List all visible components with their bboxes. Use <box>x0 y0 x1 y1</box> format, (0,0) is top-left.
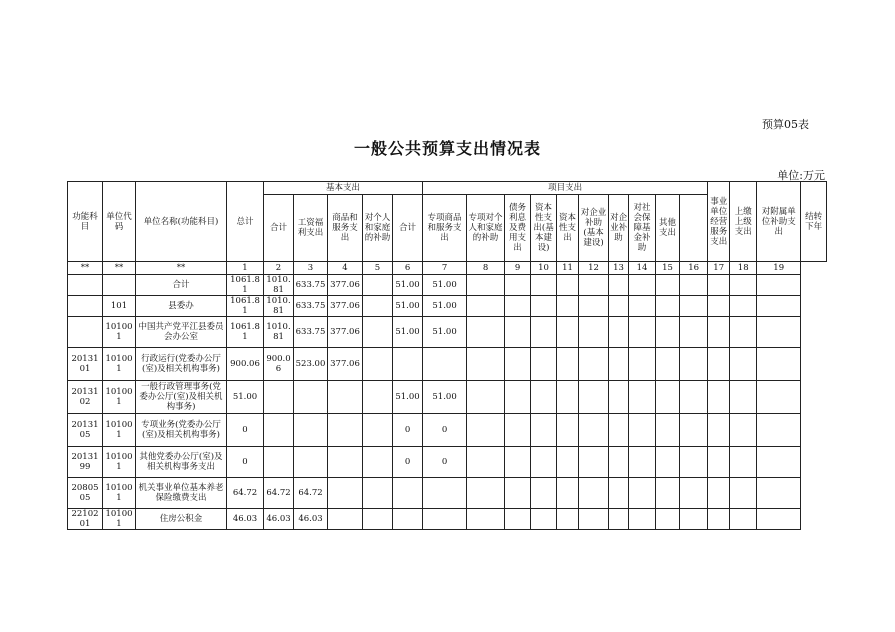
empty-cell <box>505 509 531 530</box>
wage-cell <box>294 414 328 447</box>
empty-cell <box>505 447 531 478</box>
empty-cell <box>757 478 801 509</box>
empty-cell <box>609 317 629 348</box>
header-capital-base: 资本性支出(基本建设) <box>531 195 557 262</box>
personal-cell <box>363 381 393 414</box>
empty-cell <box>557 509 579 530</box>
func-code-cell <box>68 317 103 348</box>
wage-cell: 46.03 <box>294 509 328 530</box>
empty-cell <box>467 381 505 414</box>
empty-cell <box>757 381 801 414</box>
func-code-cell: 2013105 <box>68 414 103 447</box>
unit-name-cell: 机关事业单位基本养老保险缴费支出 <box>136 478 227 509</box>
proj-sum-cell: 51.00 <box>393 275 423 296</box>
empty-cell <box>579 275 609 296</box>
empty-cell <box>609 275 629 296</box>
table-row <box>68 381 827 414</box>
header-unit-code: 单位代码 <box>103 182 136 262</box>
index-cell: 6 <box>393 262 423 275</box>
empty-cell <box>757 348 801 381</box>
header-spec-personal: 专项对个人和家庭的补助 <box>467 195 505 262</box>
unit-code-cell: 101001 <box>103 381 136 414</box>
empty-cell <box>680 414 708 447</box>
index-cell: ** <box>103 262 136 275</box>
empty-cell <box>730 478 757 509</box>
empty-cell <box>656 509 680 530</box>
unit-name-cell: 一般行政管理事务(党委办公厅(室)及相关机构事务) <box>136 381 227 414</box>
empty-cell <box>609 447 629 478</box>
header-goods: 商品和服务支出 <box>328 195 363 262</box>
empty-cell <box>505 381 531 414</box>
personal-cell <box>363 317 393 348</box>
budget-table <box>67 181 827 530</box>
empty-cell <box>557 478 579 509</box>
index-cell: 16 <box>680 262 708 275</box>
empty-cell <box>629 296 656 317</box>
header-other: 其他支出 <box>656 195 680 262</box>
unit-code-cell: 101001 <box>103 509 136 530</box>
unit-name-cell: 其他党委办公厅(室)及相关机构事务支出 <box>136 447 227 478</box>
unit-code-cell: 101001 <box>103 348 136 381</box>
func-code-cell: 2013102 <box>68 381 103 414</box>
empty-cell <box>708 509 730 530</box>
proj-sum-cell: 0 <box>393 447 423 478</box>
personal-cell <box>363 414 393 447</box>
spec-goods-cell <box>423 348 467 381</box>
func-code-cell <box>68 296 103 317</box>
header-unit-name: 单位名称(功能科目) <box>136 182 227 262</box>
empty-cell <box>680 296 708 317</box>
basic-sum-cell: 46.03 <box>264 509 294 530</box>
empty-cell <box>557 414 579 447</box>
goods-cell: 377.06 <box>328 296 363 317</box>
index-cell: 1 <box>227 262 264 275</box>
unit-code-cell: 101001 <box>103 414 136 447</box>
total-cell: 1061.81 <box>227 296 264 317</box>
goods-cell: 377.06 <box>328 317 363 348</box>
empty-cell <box>531 317 557 348</box>
empty-cell <box>609 478 629 509</box>
empty-cell <box>505 296 531 317</box>
empty-cell <box>531 478 557 509</box>
proj-sum-cell <box>393 509 423 530</box>
basic-sum-cell <box>264 414 294 447</box>
empty-cell <box>557 275 579 296</box>
basic-sum-cell: 1010.81 <box>264 317 294 348</box>
table-row <box>68 275 827 296</box>
total-cell: 1061.81 <box>227 275 264 296</box>
index-cell: 18 <box>730 262 757 275</box>
goods-cell: 377.06 <box>328 348 363 381</box>
goods-cell <box>328 414 363 447</box>
personal-cell <box>363 296 393 317</box>
index-cell: 7 <box>423 262 467 275</box>
empty-cell <box>730 275 757 296</box>
empty-cell <box>680 447 708 478</box>
unit-code-cell: 101001 <box>103 317 136 348</box>
header-social: 对社会保障基金补助 <box>629 195 656 262</box>
spec-goods-cell: 51.00 <box>423 296 467 317</box>
empty-cell <box>629 447 656 478</box>
personal-cell <box>363 447 393 478</box>
wage-cell <box>294 447 328 478</box>
total-cell: 46.03 <box>227 509 264 530</box>
empty-cell <box>757 296 801 317</box>
empty-cell <box>467 275 505 296</box>
empty-cell <box>531 275 557 296</box>
index-cell: 8 <box>467 262 505 275</box>
unit-name-cell: 中国共产党平江县委员会办公室 <box>136 317 227 348</box>
empty-cell <box>629 275 656 296</box>
empty-cell <box>467 447 505 478</box>
empty-cell <box>579 317 609 348</box>
basic-sum-cell: 1010.81 <box>264 275 294 296</box>
empty-cell <box>708 317 730 348</box>
empty-cell <box>629 509 656 530</box>
empty-cell <box>467 478 505 509</box>
index-cell: 11 <box>557 262 579 275</box>
empty-cell <box>467 414 505 447</box>
empty-cell <box>629 348 656 381</box>
total-cell: 0 <box>227 414 264 447</box>
empty-cell <box>656 275 680 296</box>
empty-cell <box>467 509 505 530</box>
empty-cell <box>557 296 579 317</box>
personal-cell <box>363 275 393 296</box>
unit-name-cell: 县委办 <box>136 296 227 317</box>
empty-cell <box>730 348 757 381</box>
empty-cell <box>467 317 505 348</box>
empty-cell <box>656 317 680 348</box>
goods-cell <box>328 447 363 478</box>
wage-cell: 633.75 <box>294 275 328 296</box>
spec-goods-cell <box>423 478 467 509</box>
index-cell: 15 <box>656 262 680 275</box>
unit-name-cell: 行政运行(党委办公厅(室)及相关机构事务) <box>136 348 227 381</box>
empty-cell <box>609 296 629 317</box>
header-project: 项目支出 <box>423 182 708 195</box>
empty-cell <box>757 317 801 348</box>
index-cell: 9 <box>505 262 531 275</box>
func-code-cell: 2210201 <box>68 509 103 530</box>
basic-sum-cell: 900.06 <box>264 348 294 381</box>
empty-cell <box>505 317 531 348</box>
empty-cell <box>656 381 680 414</box>
empty-cell <box>531 296 557 317</box>
proj-sum-cell: 51.00 <box>393 317 423 348</box>
empty-cell <box>579 381 609 414</box>
empty-cell <box>505 478 531 509</box>
spec-goods-cell <box>423 509 467 530</box>
header-proj-sum: 合计 <box>393 195 423 262</box>
empty-cell <box>557 381 579 414</box>
header-affil: 对附属单位补助支出 <box>757 182 801 262</box>
header-carry: 结转下年 <box>801 182 827 262</box>
empty-cell <box>656 478 680 509</box>
header-capital: 资本性支出 <box>557 195 579 262</box>
empty-cell <box>609 509 629 530</box>
table-row <box>68 478 827 509</box>
proj-sum-cell: 0 <box>393 414 423 447</box>
empty-cell <box>708 381 730 414</box>
index-cell: 13 <box>609 262 629 275</box>
proj-sum-cell: 51.00 <box>393 381 423 414</box>
empty-cell <box>609 414 629 447</box>
personal-cell <box>363 509 393 530</box>
form-id: 预算05表 <box>762 118 809 131</box>
index-cell: 12 <box>579 262 609 275</box>
spec-goods-cell: 51.00 <box>423 381 467 414</box>
index-cell: 4 <box>328 262 363 275</box>
goods-cell: 377.06 <box>328 275 363 296</box>
empty-cell <box>708 348 730 381</box>
basic-sum-cell: 1010.81 <box>264 296 294 317</box>
index-cell: ** <box>136 262 227 275</box>
wage-cell: 523.00 <box>294 348 328 381</box>
empty-cell <box>579 296 609 317</box>
personal-cell <box>363 348 393 381</box>
index-row <box>68 262 827 275</box>
func-code-cell: 2013101 <box>68 348 103 381</box>
empty-cell <box>757 509 801 530</box>
empty-cell <box>531 414 557 447</box>
wage-cell: 633.75 <box>294 317 328 348</box>
header-func-code: 功能科目 <box>68 182 103 262</box>
header-spec-goods: 专项商品和服务支出 <box>423 195 467 262</box>
total-cell: 51.00 <box>227 381 264 414</box>
header-upper: 上缴上级支出 <box>730 182 757 262</box>
proj-sum-cell: 51.00 <box>393 296 423 317</box>
proj-sum-cell <box>393 348 423 381</box>
header-ent: 对企业补助 <box>609 195 629 262</box>
empty-cell <box>730 447 757 478</box>
empty-cell <box>730 296 757 317</box>
empty-cell <box>656 414 680 447</box>
empty-cell <box>467 296 505 317</box>
unit-name-cell: 住房公积金 <box>136 509 227 530</box>
empty-cell <box>531 509 557 530</box>
table-row <box>68 317 827 348</box>
empty-cell <box>680 381 708 414</box>
empty-cell <box>579 447 609 478</box>
empty-cell <box>708 447 730 478</box>
index-cell: 5 <box>363 262 393 275</box>
func-code-cell: 2080505 <box>68 478 103 509</box>
index-cell: 3 <box>294 262 328 275</box>
empty-cell <box>656 348 680 381</box>
table-row <box>68 348 827 381</box>
index-cell: ** <box>68 262 103 275</box>
empty-cell <box>708 478 730 509</box>
empty-cell <box>531 381 557 414</box>
empty-cell <box>531 447 557 478</box>
empty-cell <box>609 348 629 381</box>
unit-code-cell: 101001 <box>103 447 136 478</box>
goods-cell <box>328 478 363 509</box>
proj-sum-cell <box>393 478 423 509</box>
table-body <box>68 275 827 530</box>
empty-cell <box>730 381 757 414</box>
table-row <box>68 509 827 530</box>
empty-cell <box>579 509 609 530</box>
empty-cell <box>629 414 656 447</box>
empty-cell <box>557 447 579 478</box>
basic-sum-cell <box>264 381 294 414</box>
unit-code-cell <box>103 275 136 296</box>
empty-cell <box>680 348 708 381</box>
empty-cell <box>757 447 801 478</box>
wage-cell: 633.75 <box>294 296 328 317</box>
empty-cell <box>656 447 680 478</box>
empty-cell <box>680 509 708 530</box>
table-row <box>68 447 827 478</box>
header-debt: 债务利息及费用支出 <box>505 195 531 262</box>
total-cell: 0 <box>227 447 264 478</box>
goods-cell <box>328 381 363 414</box>
index-cell: 17 <box>708 262 730 275</box>
index-cell: 10 <box>531 262 557 275</box>
basic-sum-cell <box>264 447 294 478</box>
empty-cell <box>680 275 708 296</box>
empty-cell <box>708 296 730 317</box>
header-personal: 对个人和家庭的补助 <box>363 195 393 262</box>
unit-code-cell: 101 <box>103 296 136 317</box>
empty-cell <box>708 275 730 296</box>
total-cell: 64.72 <box>227 478 264 509</box>
empty-cell <box>730 317 757 348</box>
unit-code-cell: 101001 <box>103 478 136 509</box>
index-cell: 2 <box>264 262 294 275</box>
empty-cell <box>579 414 609 447</box>
table-row <box>68 414 827 447</box>
empty-cell <box>579 348 609 381</box>
func-code-cell <box>68 275 103 296</box>
header-basic-sum: 合计 <box>264 195 294 262</box>
header-inst: 事业单位经营服务支出 <box>708 182 730 262</box>
header-total: 总计 <box>227 182 264 262</box>
empty-cell <box>656 296 680 317</box>
total-cell: 1061.81 <box>227 317 264 348</box>
empty-cell <box>609 381 629 414</box>
header-basic: 基本支出 <box>264 182 423 195</box>
empty-cell <box>629 478 656 509</box>
total-cell: 900.06 <box>227 348 264 381</box>
spec-goods-cell: 51.00 <box>423 317 467 348</box>
empty-cell <box>757 414 801 447</box>
empty-cell <box>557 348 579 381</box>
empty-cell <box>505 414 531 447</box>
header-ent-base: 对企业补助(基本建设) <box>579 195 609 262</box>
empty-cell <box>730 414 757 447</box>
spec-goods-cell: 0 <box>423 447 467 478</box>
personal-cell <box>363 478 393 509</box>
empty-cell <box>505 275 531 296</box>
unit-label: 单位:万元 <box>777 169 825 182</box>
empty-cell <box>680 317 708 348</box>
empty-cell <box>505 348 531 381</box>
spec-goods-cell: 0 <box>423 414 467 447</box>
goods-cell <box>328 509 363 530</box>
empty-cell <box>757 275 801 296</box>
empty-cell <box>531 348 557 381</box>
table-row <box>68 296 827 317</box>
unit-name-cell: 专项业务(党委办公厅(室)及相关机构事务) <box>136 414 227 447</box>
empty-cell <box>730 509 757 530</box>
empty-cell <box>680 478 708 509</box>
basic-sum-cell: 64.72 <box>264 478 294 509</box>
index-cell: 19 <box>757 262 801 275</box>
unit-name-cell: 合计 <box>136 275 227 296</box>
page-title: 一般公共预算支出情况表 <box>353 139 541 158</box>
spec-goods-cell: 51.00 <box>423 275 467 296</box>
empty-cell <box>467 348 505 381</box>
func-code-cell: 2013199 <box>68 447 103 478</box>
empty-cell <box>629 317 656 348</box>
header-wage: 工资福利支出 <box>294 195 328 262</box>
empty-cell <box>629 381 656 414</box>
wage-cell <box>294 381 328 414</box>
wage-cell: 64.72 <box>294 478 328 509</box>
empty-cell <box>557 317 579 348</box>
empty-cell <box>579 478 609 509</box>
empty-cell <box>708 414 730 447</box>
index-cell: 14 <box>629 262 656 275</box>
